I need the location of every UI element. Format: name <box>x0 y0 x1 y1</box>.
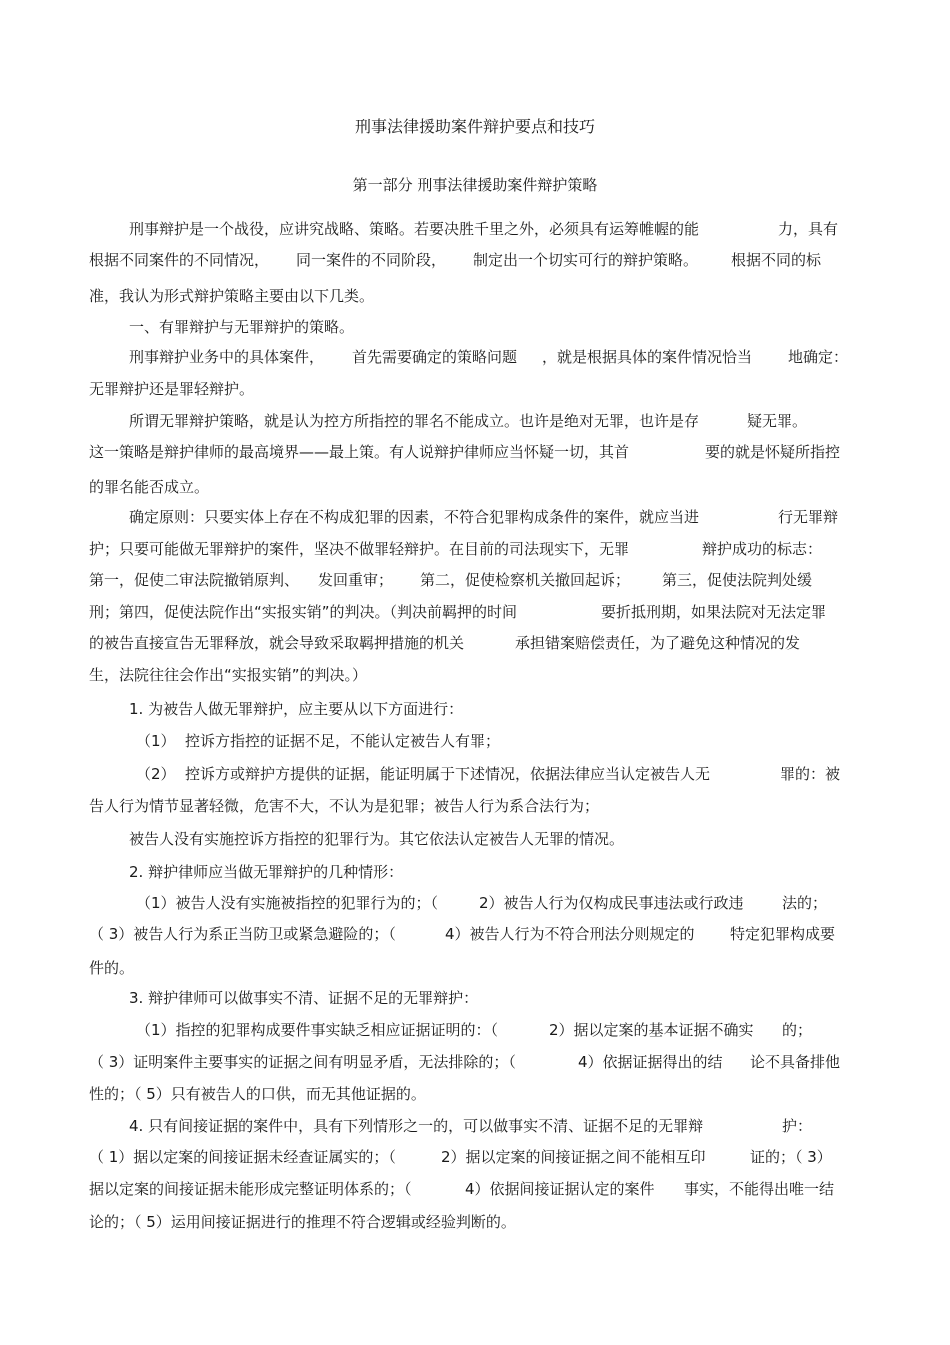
text-line <box>0 378 950 400</box>
text-segment: ，就是根据具体的案件情况恰当 <box>542 348 753 366</box>
text-segment: 根据不同的标 <box>731 251 822 269</box>
text-segment: 准，我认为形式辩护策略主要由以下几类。 <box>89 287 375 305</box>
text-segment: 力，具有 <box>778 220 839 238</box>
text-segment: 事实，不能得出唯一结 <box>684 1180 835 1198</box>
text-line <box>0 892 950 914</box>
text-segment: 刑事辩护是一个战役，应讲究战略、策略。若要决胜千里之外，必须具有运筹帷幄的能 <box>129 220 700 238</box>
text-line <box>0 346 950 368</box>
text-line <box>0 1051 950 1073</box>
text-segment: 发回重审； <box>318 571 394 589</box>
text-segment: 论不具备排他 <box>750 1053 841 1071</box>
text-segment: 疑无罪。 <box>747 412 808 430</box>
text-segment: 4）依据间接证据认定的案件 <box>465 1180 655 1198</box>
text-segment: 法的； <box>782 894 828 912</box>
text-segment: 的被告直接宣告无罪释放，就会导致采取羁押措施的机关 <box>89 634 465 652</box>
text-segment: 根据不同案件的不同情况， <box>89 251 270 269</box>
text-segment: 护；只要可能做无罪辩护的案件，坚决不做罪轻辩护。在目前的司法现实下，无罪 <box>89 540 630 558</box>
text-line <box>0 316 950 338</box>
text-segment: 控诉方指控的证据不足，不能认定被告人有罪； <box>185 732 501 750</box>
text-line <box>0 698 950 720</box>
text-line <box>0 861 950 883</box>
text-segment: 据以定案的间接证据未能形成完整证明体系的；（ <box>89 1180 412 1198</box>
text-segment: 生，法院往往会作出“实报实销”的判决。） <box>89 666 368 684</box>
text-segment: 2）据以定案的间接证据之间不能相互印 <box>441 1148 706 1166</box>
text-line <box>0 285 950 307</box>
text-line <box>0 441 950 463</box>
text-segment: 首先需要确定的策略问题 <box>352 348 518 366</box>
text-line <box>0 1178 950 1200</box>
text-line <box>0 569 950 591</box>
text-line <box>0 538 950 560</box>
text-line <box>0 218 950 240</box>
section-heading: 第一部分 刑事法律援助案件辩护策略 <box>352 176 598 194</box>
text-segment: （1） <box>136 732 176 750</box>
text-line <box>0 1115 950 1137</box>
text-segment: 所谓无罪辩护策略，就是认为控方所指控的罪名不能成立。也许是绝对无罪，也许是存 <box>129 412 700 430</box>
text-segment: 控诉方或辩护方提供的证据，能证明属于下述情况，依据法律应当认定被告人无 <box>185 765 711 783</box>
text-segment: （2） <box>136 765 176 783</box>
text-segment: 4）被告人行为不符合刑法分则规定的 <box>445 925 695 943</box>
text-line <box>0 249 950 271</box>
text-segment: 刑；第四，促使法院作出“实报实销”的判决。（判决前羁押的时间 <box>89 603 518 621</box>
text-line <box>0 730 950 752</box>
text-segment: 的罪名能否成立。 <box>89 478 210 496</box>
text-line <box>0 632 950 654</box>
text-segment: 2）据以定案的基本证据不确实 <box>549 1021 754 1039</box>
text-line <box>0 828 950 850</box>
text-segment: 第三，促使法院判处缓 <box>662 571 813 589</box>
text-segment: （ 3）证明案件主要事实的证据之间有明显矛盾，无法排除的；（ <box>89 1053 516 1071</box>
text-line <box>0 957 950 979</box>
text-segment: 刑事辩护业务中的具体案件， <box>129 348 325 366</box>
text-segment: 件的。 <box>89 959 135 977</box>
text-segment: 4）依据证据得出的结 <box>578 1053 723 1071</box>
text-line <box>0 476 950 498</box>
text-segment: 的； <box>782 1021 813 1039</box>
text-segment: 1. 为被告人做无罪辩护，应主要从以下方面进行： <box>129 700 464 718</box>
text-segment: 2）被告人行为仅构成民事违法或行政违 <box>479 894 744 912</box>
text-line <box>0 506 950 528</box>
text-segment: 罪的：被 <box>780 765 841 783</box>
text-segment: 护： <box>782 1117 813 1135</box>
text-line <box>0 1146 950 1168</box>
text-segment: 同一案件的不同阶段， <box>296 251 447 269</box>
text-line <box>0 763 950 785</box>
text-segment: 3. 辩护律师可以做事实不清、证据不足的无罪辩护： <box>129 989 479 1007</box>
text-segment: 承担错案赔偿责任，为了避免这种情况的发 <box>515 634 801 652</box>
text-segment: 特定犯罪构成要 <box>730 925 836 943</box>
text-segment: 辩护成功的标志： <box>702 540 823 558</box>
text-line <box>0 987 950 1009</box>
text-line <box>0 1019 950 1041</box>
text-segment: 要的就是怀疑所指控 <box>705 443 841 461</box>
text-segment: 地确定： <box>788 348 849 366</box>
text-line <box>0 601 950 623</box>
text-line <box>0 923 950 945</box>
text-segment: 被告人没有实施控诉方指控的犯罪行为。其它依法认定被告人无罪的情况。 <box>129 830 625 848</box>
text-line <box>0 1083 950 1105</box>
text-line <box>0 664 950 686</box>
text-line <box>0 410 950 432</box>
text-segment: 第二，促使检察机关撤回起诉； <box>420 571 631 589</box>
text-segment: 第一，促使二审法院撤销原判、 <box>89 571 300 589</box>
text-line <box>0 795 950 817</box>
text-segment: 4. 只有间接证据的案件中，具有下列情形之一的，可以做事实不清、证据不足的无罪辩 <box>129 1117 704 1135</box>
text-segment: 这一策略是辩护律师的最高境界——最上策。有人说辩护律师应当怀疑一切，其首 <box>89 443 630 461</box>
text-segment: 确定原则：只要实体上存在不构成犯罪的因素，不符合犯罪构成条件的案件，就应当进 <box>129 508 700 526</box>
text-segment: 论的；（ 5）运用间接证据进行的推理不符合逻辑或经验判断的。 <box>89 1213 516 1231</box>
text-segment: （1）指控的犯罪构成要件事实缺乏相应证据证明的：（ <box>136 1021 499 1039</box>
text-segment: 行无罪辩 <box>778 508 839 526</box>
text-segment: （1）被告人没有实施被指控的犯罪行为的；（ <box>136 894 439 912</box>
text-segment: （ 1）据以定案的间接证据未经查证属实的；（ <box>89 1148 396 1166</box>
text-segment: 告人行为情节显著轻微，危害不大，不认为是犯罪；被告人行为系合法行为； <box>89 797 600 815</box>
text-segment: 2. 辩护律师应当做无罪辩护的几种情形： <box>129 863 404 881</box>
text-line <box>0 1211 950 1233</box>
text-segment: 一、有罪辩护与无罪辩护的策略。 <box>129 318 355 336</box>
text-segment: （ 3）被告人行为系正当防卫或紧急避险的；（ <box>89 925 396 943</box>
document-title: 刑事法律援助案件辩护要点和技巧 <box>354 117 595 136</box>
text-segment: 要折抵刑期，如果法院对无法定罪 <box>601 603 827 621</box>
text-segment: 制定出一个切实可行的辩护策略。 <box>473 251 699 269</box>
text-segment: 性的；（ 5）只有被告人的口供，而无其他证据的。 <box>89 1085 426 1103</box>
text-segment: 证的；（ 3） <box>750 1148 832 1166</box>
text-segment: 无罪辩护还是罪轻辩护。 <box>89 380 255 398</box>
